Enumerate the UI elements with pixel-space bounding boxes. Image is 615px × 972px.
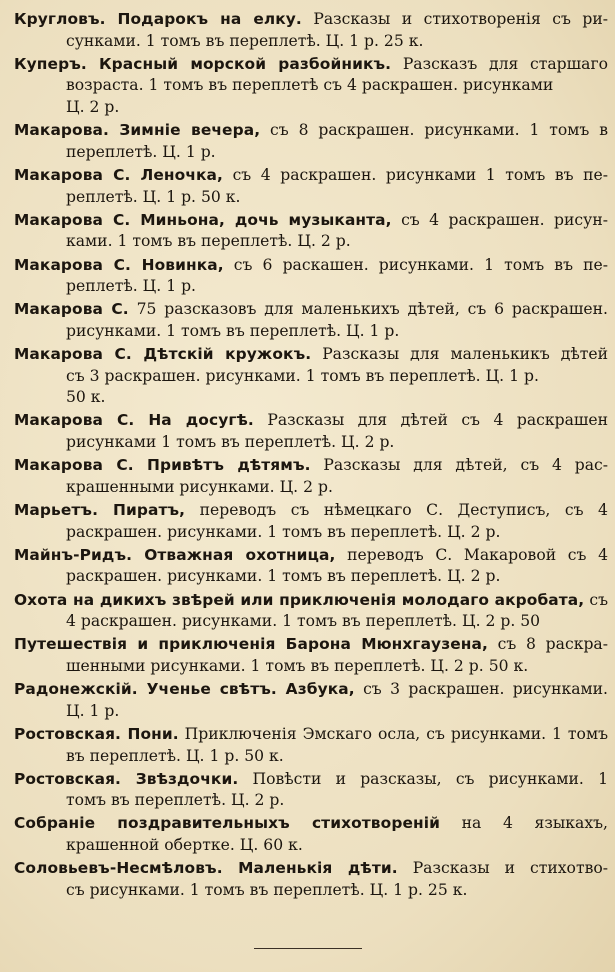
entry-continuation-line: реплетѣ. Ц. 1 р. 50 к. (66, 187, 241, 206)
entry-heading: Макарова С. Новинка, (14, 255, 224, 274)
entry-continuation-line: 4 раскрашен. рисунками. 1 томъ въ переплетѣ. Ц. 2 р. 50 (66, 612, 541, 631)
catalog-entry (14, 299, 608, 342)
entry-heading: Майнъ-Ридъ. Отважная охотница, (14, 545, 336, 564)
entry-description: переводъ съ нѣмецкаго С. Деступисъ, съ 4 (199, 501, 608, 519)
entry-description: съ 3 раскрашен. рисунками. (363, 680, 608, 699)
entry-first-line (14, 679, 608, 701)
entry-first-line (14, 813, 608, 835)
entry-heading: Макарова С. Леночка, (14, 165, 223, 184)
entry-description: переводъ С. Макаровой съ 4 (347, 545, 608, 564)
entry-description: Приключенія Эмскаго осла, съ рисунками. 1 томъ (184, 724, 608, 743)
entry-first-line (14, 410, 608, 432)
catalog-entry (14, 455, 608, 498)
entry-heading: Макарова С. Миньона, дочь музыканта, (14, 210, 392, 229)
catalog-entry (14, 9, 608, 52)
entry-continuation-line: переплетѣ. Ц. 1 р. (66, 142, 216, 161)
entry-continuation-line: съ рисунками. 1 томъ въ переплетѣ. Ц. 1 р. 25 к. (66, 880, 468, 899)
entry-heading: Радонежскій. Ученье свѣтъ. Азбука, (14, 680, 355, 699)
entry-description: съ 8 раскра- (497, 635, 608, 654)
entry-first-line (14, 210, 608, 232)
entry-heading: Соловьевъ-Несмѣловъ. Маленькія дѣти. (14, 859, 398, 878)
entry-continuation-line: въ переплетѣ. Ц. 1 р. 50 к. (66, 746, 284, 765)
section-divider (254, 948, 362, 949)
catalog-entry (14, 410, 608, 453)
entry-description: Разсказы для дѣтей съ 4 раскрашен (267, 411, 608, 430)
entry-first-line (14, 54, 608, 76)
entry-first-line (14, 255, 608, 277)
entry-continuation-line: съ 3 раскрашен. рисунками. 1 томъ въ переплетѣ. Ц. 1 р. (66, 366, 539, 385)
entry-continuation-line: Ц. 2 р. (66, 97, 120, 116)
entry-description: Разсказы для маленькикъ дѣтей (322, 345, 608, 364)
entry-continuation-line: раскрашен. рисунками. 1 томъ въ переплетѣ. Ц. 2 р. (66, 522, 501, 541)
entry-continuation-line: крашенными рисунками. Ц. 2 р. (66, 477, 333, 496)
catalog-entry (14, 344, 608, 409)
entry-heading: Макарова С. Привѣтъ дѣтямъ. (14, 456, 311, 475)
entry-first-line (14, 634, 608, 656)
entry-first-line (14, 769, 608, 791)
entry-heading: Путешествія и приключенія Барона Мюнхгаузена, (14, 635, 488, 654)
catalog-entry (14, 165, 608, 208)
entry-heading: Кругловъ. Подарокъ на елку. (14, 10, 302, 28)
entry-heading: Макарова С. (14, 300, 129, 319)
catalog-entry (14, 858, 608, 901)
entry-first-line (14, 120, 608, 142)
catalog-entry (14, 255, 608, 298)
entry-description: на 4 языкахъ, (461, 814, 608, 833)
entry-description: съ (589, 590, 608, 609)
entry-first-line (14, 858, 608, 880)
entry-description: Разсказы для дѣтей, съ 4 рас- (323, 456, 608, 475)
catalog-entry (14, 590, 608, 633)
entry-continuation-line: возраста. 1 томъ въ переплетѣ съ 4 раскрашен. рисунками (66, 76, 554, 95)
entry-heading: Ростовская. Пони. (14, 724, 179, 743)
catalog-entry (14, 769, 608, 812)
entry-heading: Охота на дикихъ звѣрей или приключенія молодаго акробата, (14, 590, 585, 609)
entry-first-line (14, 545, 608, 567)
entry-description: Разсказы и стихотворенія съ ри- (313, 10, 608, 28)
entry-continuation-line: 50 к. (66, 388, 106, 407)
entry-heading: Макарова. Зимніе вечера, (14, 121, 261, 140)
entry-continuation-line: шенными рисунками. 1 томъ въ переплетѣ. Ц. 2 р. 50 к. (66, 656, 529, 675)
entry-continuation-line: реплетѣ. Ц. 1 р. (66, 277, 197, 296)
entry-description: Разсказы и стихотво- (412, 859, 608, 878)
entry-first-line (14, 344, 608, 366)
entry-first-line (14, 590, 608, 612)
catalog-entry (14, 724, 608, 767)
catalog-entry (14, 813, 608, 856)
entry-description: съ 4 раскрашен. рисун- (401, 210, 608, 229)
entry-heading: Собраніе поздравительныхъ стихотвореній (14, 814, 440, 833)
entry-continuation-line: рисунками. 1 томъ въ переплетѣ. Ц. 1 р. (66, 321, 400, 340)
entry-heading: Макарова С. Дѣтскій кружокъ. (14, 345, 312, 364)
catalog-entry (14, 210, 608, 253)
entry-continuation-line: ками. 1 томъ въ переплетѣ. Ц. 2 р. (66, 232, 351, 251)
entry-heading: Куперъ. Красный морской разбойникъ. (14, 54, 392, 73)
entry-first-line (14, 500, 608, 522)
entry-heading: Макарова С. На досугѣ. (14, 411, 254, 430)
entry-heading: Марьетъ. Пиратъ, (14, 501, 186, 519)
entry-description: съ 8 раскрашен. рисунками. 1 томъ в (270, 121, 608, 140)
entry-description: Разсказъ для старшаго (402, 54, 608, 73)
entry-first-line (14, 9, 608, 31)
catalog-entry (14, 120, 608, 163)
entry-description: Повѣсти и разсказы, съ рисунками. 1 (252, 769, 608, 788)
entry-description: съ 4 раскрашен. рисунками 1 томъ въ пе- (232, 165, 608, 184)
catalog-entry (14, 54, 608, 119)
book-catalog-list (14, 9, 608, 903)
entry-heading: Ростовская. Звѣздочки. (14, 769, 239, 788)
entry-first-line (14, 724, 608, 746)
entry-continuation-line: Ц. 1 р. (66, 701, 120, 720)
entry-first-line (14, 299, 608, 321)
catalog-entry (14, 634, 608, 677)
entry-continuation-line: рисунками 1 томъ въ переплетѣ. Ц. 2 р. (66, 433, 395, 452)
entry-continuation-line: сунками. 1 томъ въ переплетѣ. Ц. 1 р. 25 к. (66, 31, 424, 50)
entry-first-line (14, 165, 608, 187)
entry-continuation-line: крашенной обертке. Ц. 60 к. (66, 836, 303, 855)
catalog-entry (14, 679, 608, 722)
entry-continuation-line: раскрашен. рисунками. 1 томъ въ переплетѣ. Ц. 2 р. (66, 567, 501, 586)
entry-description: съ 6 раскашен. рисунками. 1 томъ въ пе- (233, 255, 608, 274)
catalog-entry (14, 545, 608, 588)
entry-continuation-line: томъ въ переплетѣ. Ц. 2 р. (66, 791, 285, 810)
entry-description: 75 разсказовъ для маленькихъ дѣтей, съ 6 раскрашен. (136, 300, 608, 319)
entry-first-line (14, 455, 608, 477)
catalog-entry (14, 500, 608, 543)
